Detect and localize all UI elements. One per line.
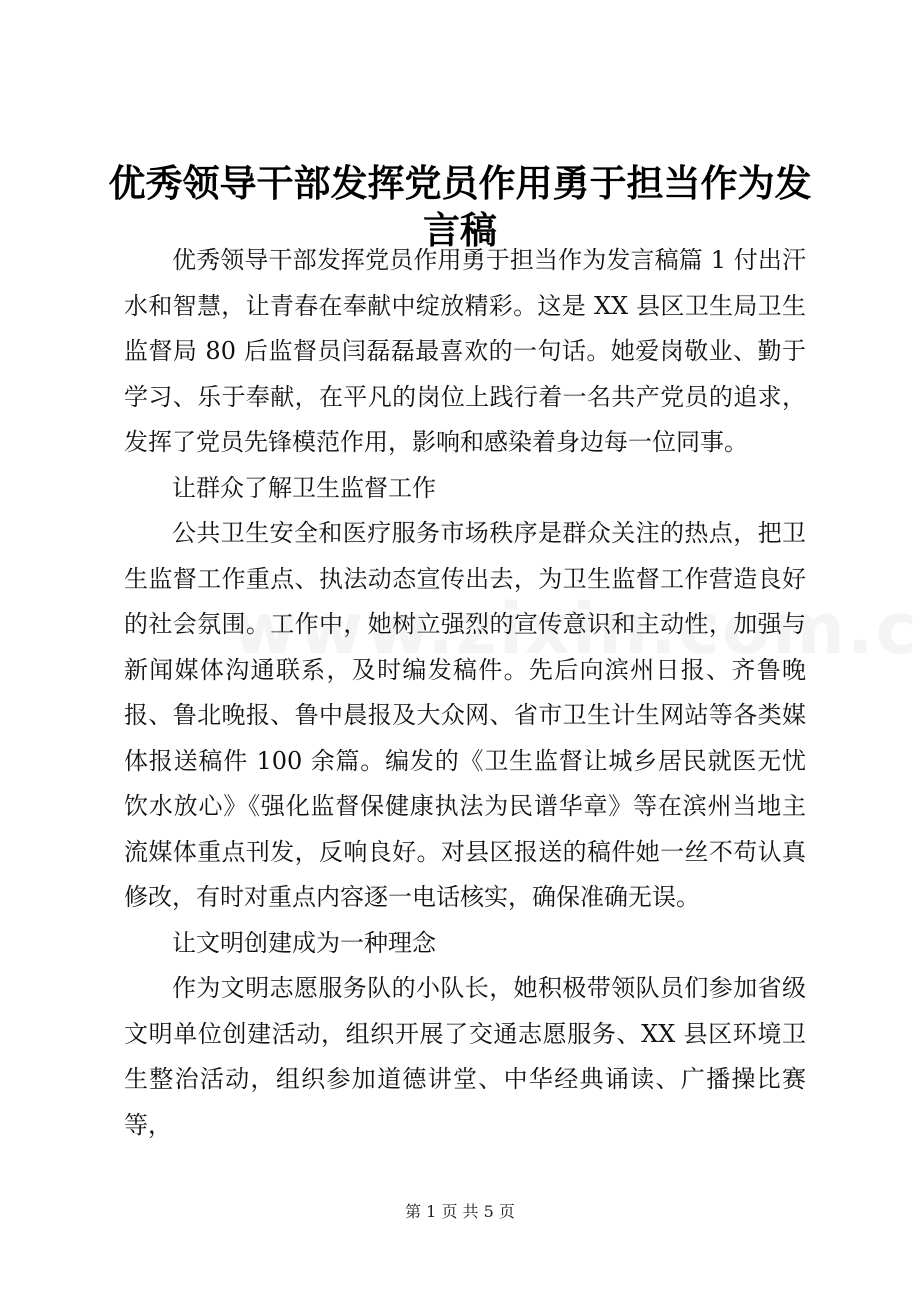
- document-title: 优秀领导干部发挥党员作用勇于担当作为发言稿: [108, 162, 812, 252]
- paragraph-supervision: 公共卫生安全和医疗服务市场秩序是群众关注的热点，把卫生监督工作重点、执法动态宣传出去，为卫生监督工作营造良好的社会氛围。工作中，她树立强烈的宣传意识和主动性，加强与新闻媒体沟通联系，及时编发稿件。先后向滨州日报、齐鲁晚报、鲁北晚报、鲁中晨报及大众网、省市卫生计生网站等各类媒体报送稿件 100 余篇。编发的《卫生监督让城乡居民就医无忧饮水放心》《强化监督保健康执法为民谱华章》等在滨州当地主流媒体重点刊发，反响良好。对县区报送的稿件她一丝不苟认真修改，有时对重点内容逐一电话核实，确保准确无误。: [124, 519, 806, 911]
- section-heading-civilization: 让文明创建成为一种理念: [172, 928, 436, 957]
- page-footer: 第 1 页 共 5 页: [405, 1202, 515, 1221]
- document-body: [124, 238, 806, 1148]
- paragraph-intro: 优秀领导干部发挥党员作用勇于担当作为发言稿篇 1 付出汗水和智慧，让青春在奉献中绽放精彩。这是 XX 县区卫生局卫生监督局 80 后监督员闫磊磊最喜欢的一句话。她爱岗敬业、勤于学习、乐于奉献，在平凡的岗位上践行着一名共产党员的追求，发挥了党员先锋模范作用，影响和感染着身边每一位同事。: [124, 246, 806, 456]
- paragraph-civilization: 作为文明志愿服务队的小队长，她积极带领队员们参加省级文明单位创建活动，组织开展了交通志愿服务、XX 县区环境卫生整治活动，组织参加道德讲堂、中华经典诵读、广播操比赛等，: [124, 974, 806, 1139]
- section-heading-supervision: 让群众了解卫生监督工作: [172, 473, 436, 502]
